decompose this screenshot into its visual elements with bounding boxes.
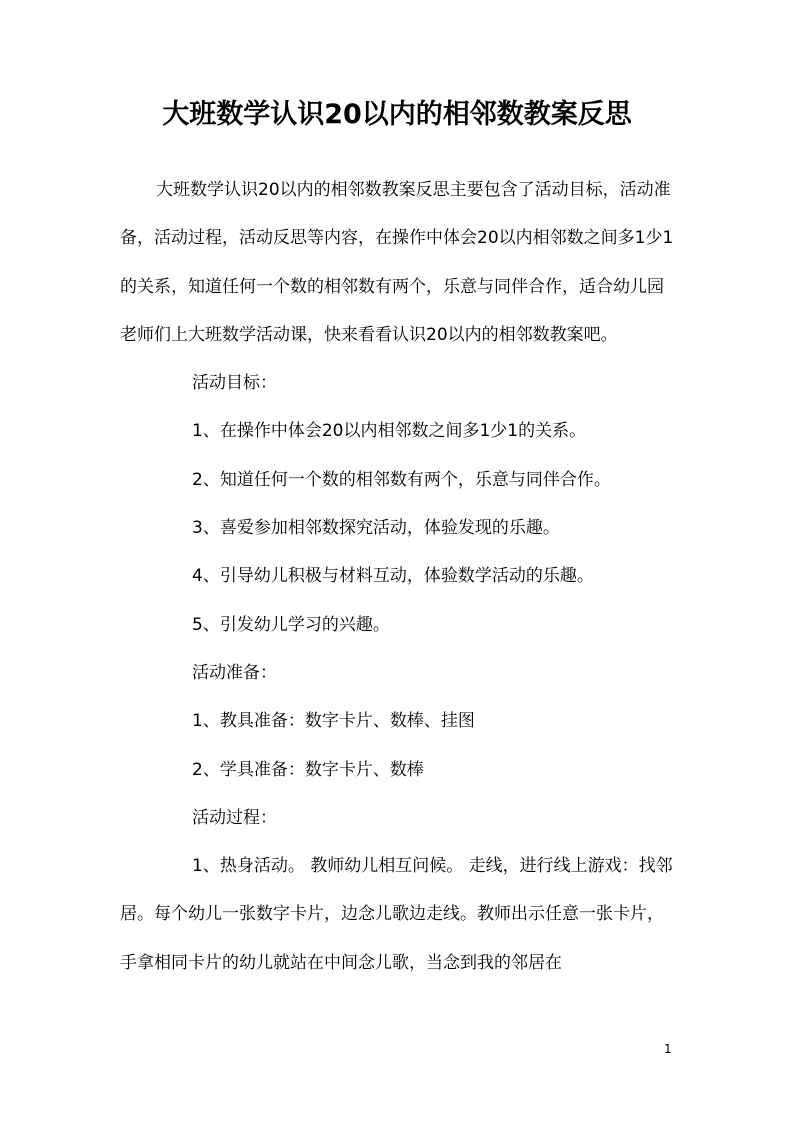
- document-title: 大班数学认识20以内的相邻数教案反思: [162, 99, 632, 130]
- goal-item: 3、喜爱参加相邻数探究活动，体验发现的乐趣。: [192, 518, 560, 539]
- goals-heading: 活动目标：: [192, 373, 277, 394]
- goal-item: 1、在操作中体会20以内相邻数之间多1少1的关系。: [192, 421, 587, 442]
- page-number: 1: [664, 1042, 672, 1056]
- prep-item: 2、学具准备：数字卡片、数棒: [192, 759, 424, 780]
- process-paragraph: 1、热身活动。 教师幼儿相互问候。 走线，进行线上游戏：找邻居。每个幼儿一张数字卡片，边念儿歌边走线。教师出示任意一张卡片，手拿相同卡片的幼儿就站在中间念儿歌，当念到我的邻居在: [120, 856, 673, 973]
- goal-item: 5、引发幼儿学习的兴趣。: [192, 614, 390, 635]
- goal-item: 4、引导幼儿积极与材料互动，体验数学活动的乐趣。: [192, 566, 594, 587]
- prep-heading: 活动准备：: [192, 662, 277, 683]
- process-heading: 活动过程：: [192, 807, 277, 828]
- goal-item: 2、知道任何一个数的相邻数有两个，乐意与同伴合作。: [192, 469, 611, 490]
- document-body: [120, 166, 676, 987]
- prep-item: 1、教具准备：数字卡片、数棒、挂图: [192, 711, 475, 732]
- intro-paragraph: 大班数学认识20以内的相邻数教案反思主要包含了活动目标，活动准备，活动过程，活动反思等内容，在操作中体会20以内相邻数之间多1少1的关系，知道任何一个数的相邻数有两个，乐意与同伴合作，适合幼儿园老师们上大班数学活动课，快来看看认识20以内的相邻数教案吧。: [120, 180, 674, 345]
